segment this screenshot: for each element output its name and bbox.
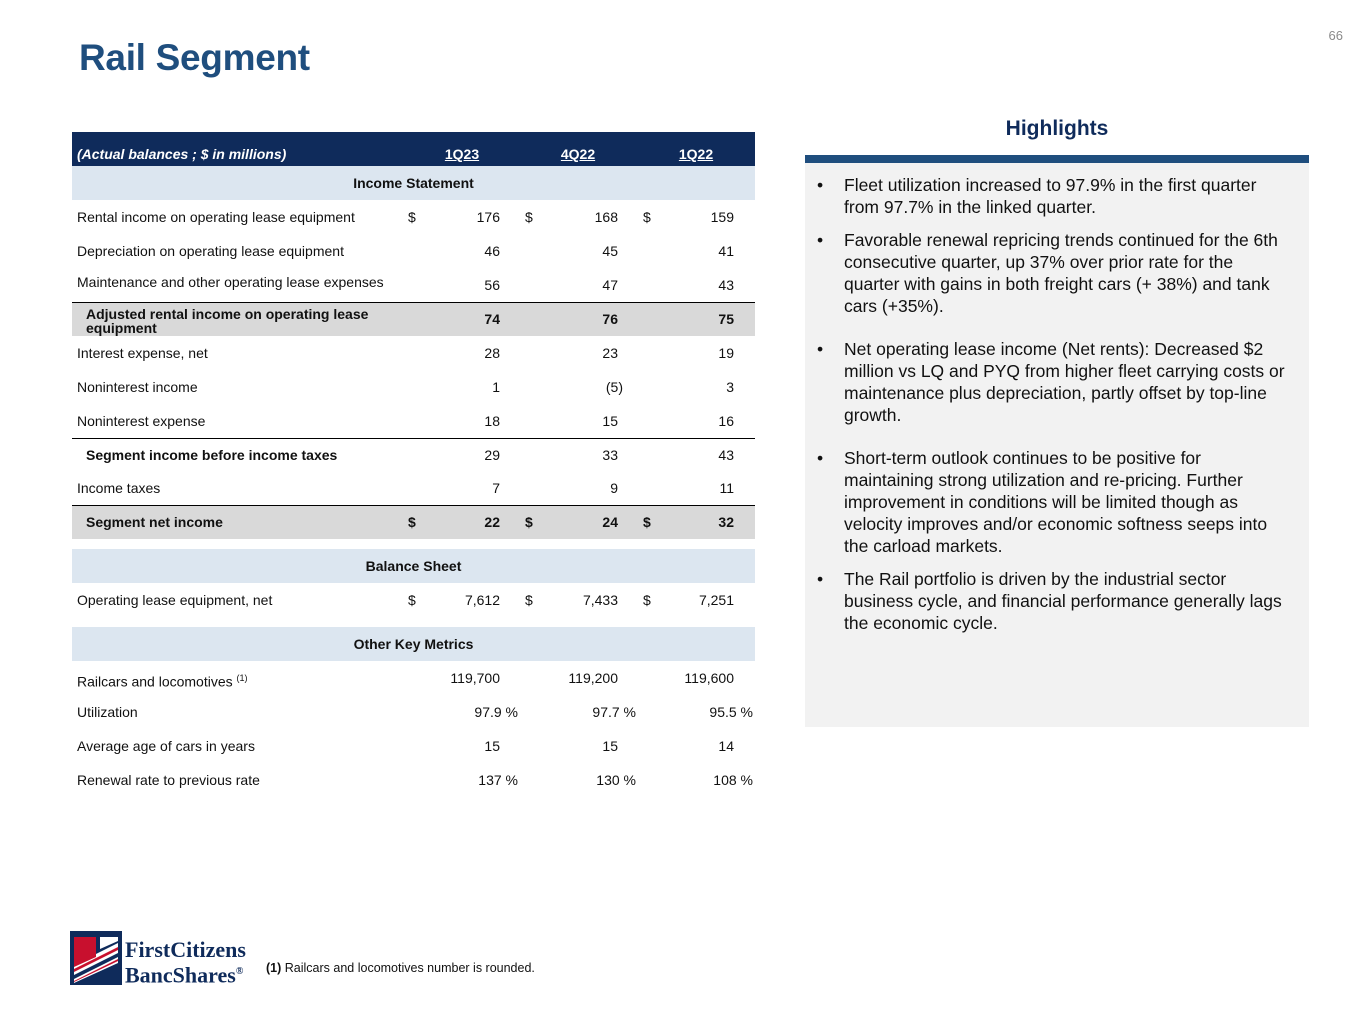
currency-symbol: $ bbox=[525, 514, 533, 530]
table-header-row bbox=[72, 132, 755, 166]
table-units-label: (Actual balances ; $ in millions) bbox=[77, 146, 287, 162]
highlight-text: Fleet utilization increased to 97.9% in the first quarter from 97.7% in the linked quarter. bbox=[844, 175, 1257, 217]
currency-symbol: $ bbox=[643, 514, 651, 530]
cell-value: 46 bbox=[484, 243, 500, 259]
cell-value: 47 bbox=[602, 277, 618, 293]
cell-value: 76 bbox=[602, 311, 618, 327]
cell-value: 108 % bbox=[713, 771, 753, 788]
cell-value: 41 bbox=[718, 243, 734, 259]
table-row-subtotal bbox=[72, 302, 755, 336]
cell-value: (5) bbox=[605, 378, 623, 395]
cell-value: 95.5 % bbox=[709, 703, 753, 720]
column-header-1q23: 1Q23 bbox=[444, 146, 480, 162]
highlight-item bbox=[817, 447, 1293, 557]
cell-value: 56 bbox=[484, 277, 500, 293]
row-label: Noninterest income bbox=[77, 378, 198, 395]
cell-value: 168 bbox=[594, 209, 618, 225]
cell-value: 176 bbox=[476, 209, 500, 225]
cell-value: 7 bbox=[492, 480, 500, 496]
cell-value: 43 bbox=[718, 277, 734, 293]
table-row bbox=[72, 268, 755, 302]
row-label: Income taxes bbox=[77, 480, 161, 496]
table-row bbox=[72, 661, 755, 695]
highlight-item bbox=[817, 338, 1293, 426]
row-label bbox=[77, 661, 248, 699]
highlights-divider bbox=[805, 155, 1309, 163]
highlight-text: Favorable renewal repricing trends continued for the 6th consecutive quarter, up 37% over prior rate for the quarter with gains in both freight cars (+ 38%) and tank cars (+35%). bbox=[844, 230, 1278, 316]
row-label: Operating lease equipment, net bbox=[77, 591, 273, 608]
currency-symbol: $ bbox=[408, 209, 416, 225]
row-label: Noninterest expense bbox=[77, 412, 206, 429]
cell-value: 1 bbox=[492, 378, 500, 395]
cell-value: 97.7 % bbox=[592, 703, 636, 720]
highlight-text: Net operating lease income (Net rents): Decreased $2 million vs LQ and PYQ from higher fleet carrying costs or maintenance plus depreciation, partly offset by top-line growth. bbox=[844, 339, 1285, 425]
table-row bbox=[72, 763, 755, 797]
table-row bbox=[72, 438, 755, 472]
row-label: Utilization bbox=[77, 703, 138, 720]
cell-value: 159 bbox=[710, 209, 734, 225]
bullet-icon: • bbox=[817, 339, 824, 359]
cell-value: 119,700 bbox=[450, 669, 500, 686]
cell-value: 28 bbox=[484, 344, 500, 361]
section-title: Other Key Metrics bbox=[353, 635, 474, 652]
cell-value: 43 bbox=[718, 446, 734, 463]
cell-value: 130 % bbox=[596, 771, 636, 788]
highlights-list bbox=[817, 174, 1293, 634]
table-row bbox=[72, 471, 755, 505]
section-title: Balance Sheet bbox=[365, 557, 462, 574]
cell-value: 9 bbox=[610, 480, 618, 496]
cell-value: 97.9 % bbox=[474, 703, 518, 720]
bullet-icon: • bbox=[817, 175, 824, 195]
cell-value: 15 bbox=[602, 412, 618, 429]
highlight-item bbox=[817, 229, 1293, 317]
table-row bbox=[72, 200, 755, 234]
highlight-item bbox=[817, 568, 1293, 634]
table-row bbox=[72, 583, 755, 617]
cell-value: 23 bbox=[602, 344, 618, 361]
cell-value: 7,612 bbox=[464, 591, 500, 608]
logo-wordmark bbox=[125, 939, 246, 986]
currency-symbol: $ bbox=[643, 209, 651, 225]
row-label: Segment income before income taxes bbox=[86, 446, 338, 463]
row-label: Average age of cars in years bbox=[77, 737, 255, 754]
cell-value: 33 bbox=[602, 446, 618, 463]
section-header-other-key-metrics bbox=[72, 627, 755, 661]
highlights-title: Highlights bbox=[1005, 117, 1109, 140]
footnote bbox=[266, 961, 535, 975]
footnote-marker: (1) bbox=[236, 672, 248, 683]
row-label-text: Railcars and locomotives bbox=[77, 673, 233, 690]
cell-value: 45 bbox=[602, 243, 618, 259]
cell-value: 18 bbox=[484, 412, 500, 429]
cell-value: 19 bbox=[718, 344, 734, 361]
currency-symbol: $ bbox=[525, 591, 533, 608]
cell-value: 16 bbox=[718, 412, 734, 429]
table-row-total bbox=[72, 505, 755, 539]
table-row bbox=[72, 234, 755, 268]
section-header-income-statement bbox=[72, 166, 755, 200]
cell-value: 119,600 bbox=[684, 669, 734, 686]
currency-symbol: $ bbox=[525, 209, 533, 225]
section-title: Income Statement bbox=[353, 175, 474, 191]
cell-value: 24 bbox=[602, 514, 618, 530]
cell-value: 29 bbox=[484, 446, 500, 463]
table-row bbox=[72, 336, 755, 370]
footnote-number: (1) bbox=[266, 961, 282, 975]
currency-symbol: $ bbox=[408, 591, 416, 608]
table-row bbox=[72, 404, 755, 438]
company-logo bbox=[70, 931, 255, 987]
cell-value: 75 bbox=[718, 311, 734, 327]
row-label: Renewal rate to previous rate bbox=[77, 771, 260, 788]
column-header-1q22: 1Q22 bbox=[678, 146, 714, 162]
bullet-icon: • bbox=[817, 230, 824, 250]
cell-value: 74 bbox=[484, 311, 500, 327]
logo-line-1: FirstCitizens bbox=[125, 937, 246, 962]
table-row bbox=[72, 370, 755, 404]
section-header-balance-sheet bbox=[72, 549, 755, 583]
cell-value: 7,433 bbox=[582, 591, 618, 608]
row-label: Depreciation on operating lease equipment bbox=[77, 243, 344, 259]
highlights-panel bbox=[805, 163, 1309, 727]
row-label: Interest expense, net bbox=[77, 344, 208, 361]
cell-value: 15 bbox=[484, 737, 500, 754]
cell-value: 14 bbox=[718, 737, 734, 754]
page-title: Rail Segment bbox=[79, 37, 310, 78]
bullet-icon: • bbox=[817, 448, 824, 468]
page-number: 66 bbox=[1328, 28, 1343, 43]
rail-segment-table bbox=[72, 132, 755, 797]
cell-value: 137 % bbox=[478, 771, 518, 788]
row-label: Maintenance and other operating lease expenses bbox=[77, 274, 384, 290]
bullet-icon: • bbox=[817, 569, 824, 589]
highlight-item bbox=[817, 174, 1293, 218]
table-row bbox=[72, 695, 755, 729]
cell-value: 119,200 bbox=[568, 669, 618, 686]
row-label: Adjusted rental income on operating lease equipment bbox=[86, 306, 369, 336]
registered-mark: ® bbox=[235, 966, 244, 977]
row-label: Rental income on operating lease equipment bbox=[77, 209, 355, 225]
flag-logo-icon bbox=[70, 931, 122, 985]
column-header-4q22: 4Q22 bbox=[560, 146, 596, 162]
logo-line-2: BancShares bbox=[125, 962, 236, 988]
cell-value: 3 bbox=[726, 378, 734, 395]
highlight-text: Short-term outlook continues to be positive for maintaining strong utilization and re-pricing. Further improvement in conditions will be limited though as velocity improves and/or economic softness seeps into the carload markets. bbox=[844, 448, 1268, 556]
cell-value: 11 bbox=[719, 480, 734, 496]
cell-value: 7,251 bbox=[698, 591, 734, 608]
highlight-text: The Rail portfolio is driven by the industrial sector business cycle, and financial performance generally lags the economic cycle. bbox=[844, 569, 1282, 633]
currency-symbol: $ bbox=[643, 591, 651, 608]
currency-symbol: $ bbox=[408, 514, 416, 530]
cell-value: 32 bbox=[718, 514, 734, 530]
table-row bbox=[72, 729, 755, 763]
cell-value: 22 bbox=[484, 514, 500, 530]
footnote-text: Railcars and locomotives number is rounded. bbox=[284, 961, 535, 975]
row-label: Segment net income bbox=[86, 514, 223, 530]
cell-value: 15 bbox=[602, 737, 618, 754]
